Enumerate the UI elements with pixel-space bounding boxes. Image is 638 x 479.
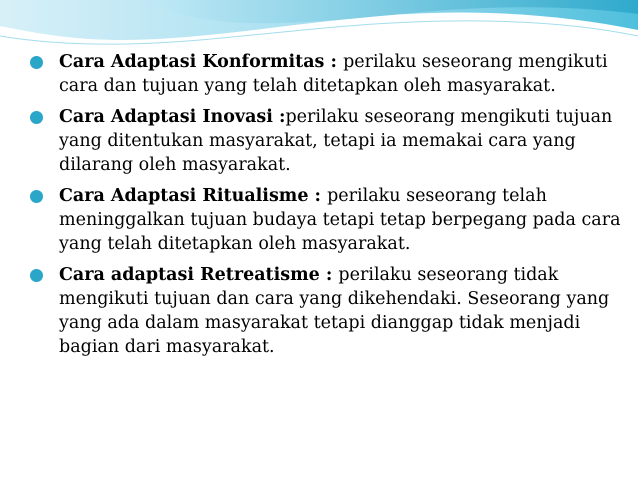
filled-circle-bullet-icon <box>30 56 43 69</box>
filled-circle-bullet-icon <box>30 111 43 124</box>
list-item-inovasi <box>28 105 628 177</box>
list-item-retreatisme <box>28 263 628 359</box>
definition-retreatisme: perilaku seseorang tidak mengikuti tujuan dan cara yang dikehendaki. Seseorang yang yang ada dalam masyarakat tetapi dianggap tidak menjadi bagian dari masyarakat. <box>59 265 610 357</box>
definition-ritualisme: perilaku seseorang telah meninggalkan tujuan budaya tetapi tetap berpegang pada cara yang telah ditetapkan oleh masyarakat. <box>59 186 621 254</box>
filled-circle-bullet-icon <box>30 269 43 282</box>
term-retreatisme: Cara adaptasi Retreatisme : <box>59 265 339 285</box>
term-konformitas: Cara Adaptasi Konformitas : <box>59 52 344 72</box>
definition-inovasi: perilaku seseorang mengikuti tujuan yang ditentukan masyarakat, tetapi ia memakai cara yang dilarang oleh masyarakat. <box>59 107 613 175</box>
list-item-konformitas <box>28 50 628 98</box>
decorative-wave-banner <box>0 0 638 48</box>
definition-konformitas: perilaku seseorang mengikuti cara dan tujuan yang telah ditetapkan oleh masyarakat. <box>59 52 608 96</box>
definition-list <box>28 50 628 366</box>
filled-circle-bullet-icon <box>30 190 43 203</box>
term-ritualisme: Cara Adaptasi Ritualisme : <box>59 186 328 206</box>
list-item-ritualisme <box>28 184 628 256</box>
term-inovasi: Cara Adaptasi Inovasi : <box>59 107 286 127</box>
